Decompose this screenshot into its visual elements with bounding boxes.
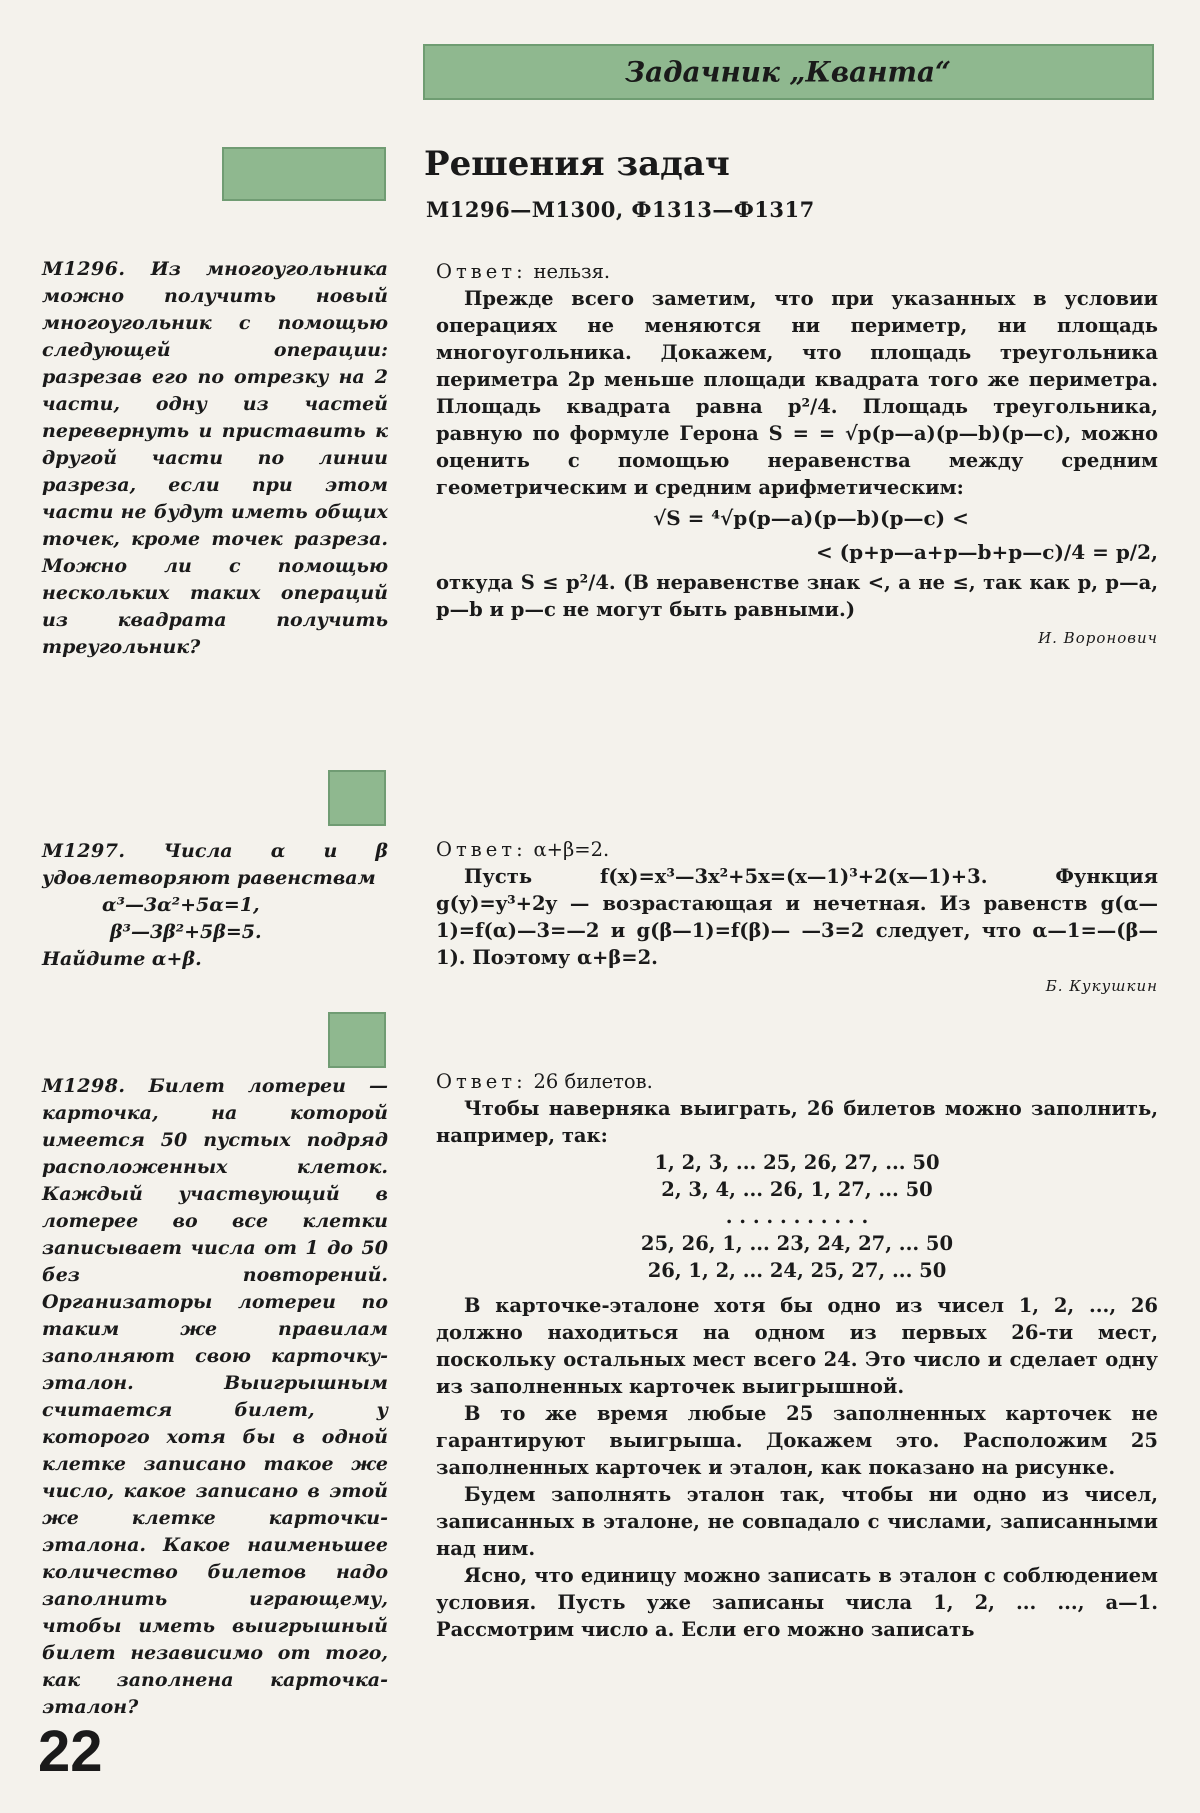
equation-2: β³—3β²+5β=5. bbox=[110, 921, 262, 943]
page-title: Решения задач bbox=[424, 144, 730, 184]
author-signature: Б. Кукушкин bbox=[1045, 977, 1158, 995]
problem-m1296 bbox=[42, 256, 388, 661]
solution-paragraph: В то же время любые 25 заполненных карточек не гарантируют выигрыша. Докажем это. Расположим 25 заполненных карточек и эталон, как показано на рисунке. bbox=[436, 1402, 1158, 1479]
ticket-row: 2, 3, 4, ... 26, 1, 27, ... 50 bbox=[661, 1178, 933, 1201]
answer-label: Ответ: bbox=[436, 838, 527, 861]
green-square-low bbox=[328, 1012, 386, 1068]
page-number: 22 bbox=[38, 1719, 103, 1784]
problem-code: М1296. bbox=[42, 258, 126, 280]
solution-paragraph: Будем заполнять эталон так, чтобы ни одно из чисел, записанных в эталоне, не совпадало с числами, записанными над ним. bbox=[436, 1483, 1158, 1560]
solution-m1298 bbox=[436, 1068, 1158, 1643]
author-signature: И. Воронович bbox=[1038, 629, 1158, 647]
problem-text: Билет лотереи — карточка, на которой имеется 50 пустых подряд расположенных клеток. Каждый участвующий в лотерее во все клетки записывает числа от 1 до 50 без повторений. Организаторы лотереи по таким же правилам заполняют свою карточку-эталон. Выигрышным считается билет, у которого хотя бы в одной клетке записано такое же число, какое записано в этой же клетке карточки-эталона. Какое наименьшее количество билетов надо заполнить играющему, чтобы иметь выигрышный билет независимо от того, как заполнена карточка-эталон? bbox=[42, 1075, 388, 1718]
page-subtitle: М1296—М1300, Ф1313—Ф1317 bbox=[426, 197, 815, 222]
solution-paragraph: Чтобы наверняка выиграть, 26 билетов можно заполнить, например, так: bbox=[436, 1097, 1158, 1147]
ticket-row: 26, 1, 2, ... 24, 25, 27, ... 50 bbox=[647, 1259, 947, 1282]
problem-text: Числа α и β удовлетворяют равенствам bbox=[42, 840, 388, 889]
problem-question: Найдите α+β. bbox=[42, 948, 202, 970]
solution-paragraph: Ясно, что единицу можно записать в эталон с соблюдением условия. Пусть уже записаны числа 1, 2, ... ..., a—1. Рассмотрим число a. Если его можно записать bbox=[436, 1564, 1158, 1641]
ticket-row: 25, 26, 1, ... 23, 24, 27, ... 50 bbox=[640, 1232, 954, 1255]
problem-code: М1297. bbox=[42, 840, 126, 862]
solution-m1297 bbox=[436, 836, 1158, 1000]
answer-value: α+β=2. bbox=[533, 838, 610, 861]
ticket-table bbox=[436, 1149, 1158, 1284]
problem-m1297 bbox=[42, 838, 388, 973]
banner-logo bbox=[425, 46, 1152, 98]
banner-text: Задачник „Кванта“ bbox=[625, 55, 952, 89]
problem-m1298 bbox=[42, 1073, 388, 1721]
equation-1: α³—3α²+5α=1, bbox=[102, 894, 260, 916]
answer-value: 26 билетов. bbox=[533, 1070, 653, 1093]
solution-paragraph: Прежде всего заметим, что при указанных в условии операциях не меняются ни периметр, ни площадь многоугольника. Докажем, что площадь треугольника периметра 2p меньше площади квадрата того же периметра. Площадь квадрата равна p²/4. Площадь треугольника, равную по формуле Герона S = = √p(p—a)(p—b)(p—c), можно оценить с помощью неравенства между средним геометрическим и средним арифметическим: bbox=[436, 287, 1158, 499]
solution-paragraph: откуда S ≤ p²/4. (В неравенстве знак <, а не ≤, так как p, p—a, p—b и p—c не могут быть равными.) bbox=[436, 571, 1158, 621]
ticket-row: 1, 2, 3, ... 25, 26, 27, ... 50 bbox=[654, 1151, 940, 1174]
green-square-mid bbox=[328, 770, 386, 826]
formula-line-2: < (p+p—a+p—b+p—c)/4 = p/2, bbox=[815, 540, 1158, 564]
problem-code: М1298. bbox=[42, 1075, 126, 1097]
answer-label: Ответ: bbox=[436, 260, 527, 283]
answer-value: нельзя. bbox=[533, 260, 611, 283]
problem-text: Из многоугольника можно получить новый многоугольник с помощью следующей операции: разрезав его по отрезку на 2 части, одну из частей перевернуть и приставить к другой части по линии разреза, если при этом части не будут иметь общих точек, кроме точек разреза. Можно ли с помощью нескольких таких операций из квадрата получить треугольник? bbox=[42, 258, 388, 658]
ticket-row: . . . . . . . . . . . bbox=[725, 1205, 869, 1228]
solution-m1296 bbox=[436, 258, 1158, 652]
answer-label: Ответ: bbox=[436, 1070, 527, 1093]
solution-paragraph: В карточке-эталоне хотя бы одно из чисел 1, 2, ..., 26 должно находиться на одном из первых 26-ти мест, поскольку остальных мест всего 24. Это число и сделает одну из заполненных карточек выигрышной. bbox=[436, 1294, 1158, 1398]
solution-paragraph: Пусть f(x)=x³—3x²+5x=(x—1)³+2(x—1)+3. Функция g(y)=y³+2y — возрастающая и нечетная. Из равенств g(α—1)=f(α)—3=—2 и g(β—1)=f(β)— —3=2 следует, что α—1=—(β—1). Поэтому α+β=2. bbox=[436, 865, 1158, 969]
green-square-top bbox=[222, 147, 386, 201]
header-banner bbox=[423, 44, 1154, 100]
formula-line-1: √S = ⁴√p(p—a)(p—b)(p—c) < bbox=[653, 506, 969, 530]
